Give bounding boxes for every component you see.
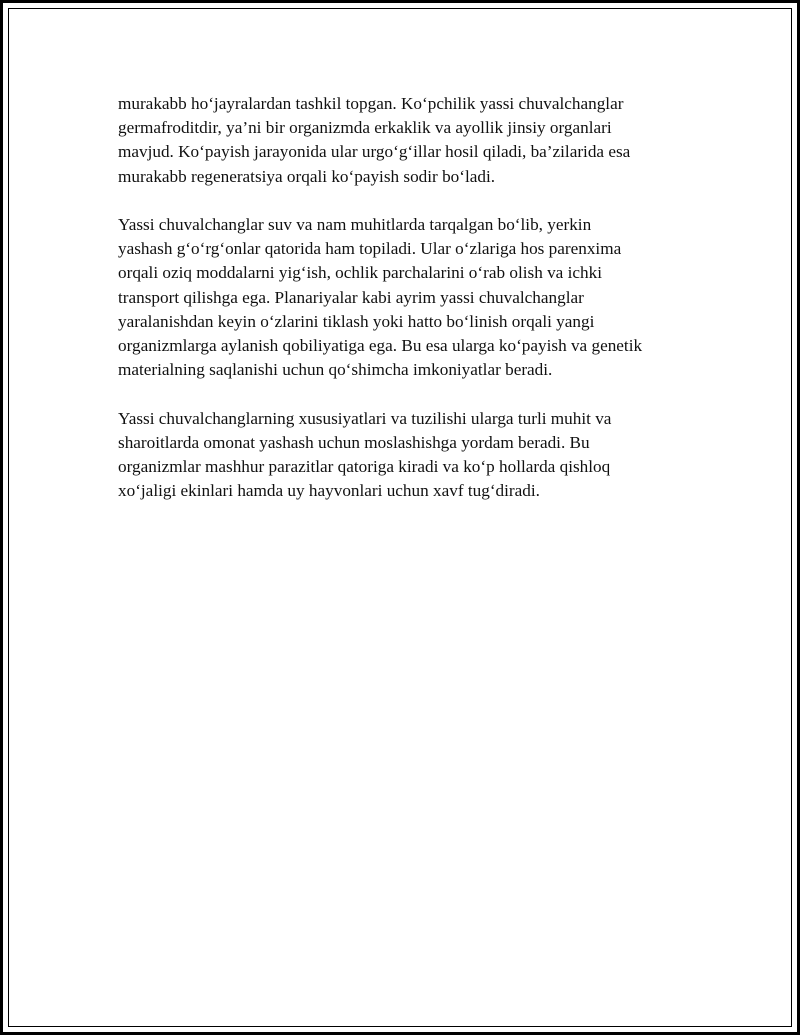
document-body <box>118 92 708 528</box>
paragraph-1: murakabb ho‘jayralardan tashkil topgan. Ko‘pchilik yassi chuvalchanglar germafroditdir, ya’ni bir organizmda erkaklik va ayollik jinsiy organlari mavjud. Ko‘payish jarayonida ular urgo‘g‘illar hosil qiladi, ba’zilarida esa murakabb regeneratsiya orqali ko‘payish sodir bo‘ladi. <box>118 94 631 186</box>
paragraph-3: Yassi chuvalchanglarning xususiyatlari va tuzilishi ularga turli muhit va sharoitlarda omonat yashash uchun moslashishga yordam beradi. Bu organizmlar mashhur parazitlar qatoriga kiradi va ko‘p hollarda qishloq xo‘jaligi ekinlari hamda uy hayvonlari uchun xavf tug‘diradi. <box>118 408 612 501</box>
paragraph-2: Yassi chuvalchanglar suv va nam muhitlarda tarqalgan bo‘lib, yerkin yashash g‘o‘rg‘onlar qatorida ham topiladi. Ular o‘zlariga hos parenxima orqali oziq moddalarni yig‘ish, ochlik parchalarini o‘rab olish va ichki transport qilishga ega. Planariyalar kabi ayrim yassi chuvalchanglar yaralanishdan keyin o‘zlarini tiklash yoki hatto bo‘linish orqali yangi organizmlarga aylanish qobiliyatiga ega. Bu esa ularga ko‘payish va genetik materialning saqlanishi uchun qo‘shimcha imkoniyatlar beradi. <box>118 215 643 380</box>
